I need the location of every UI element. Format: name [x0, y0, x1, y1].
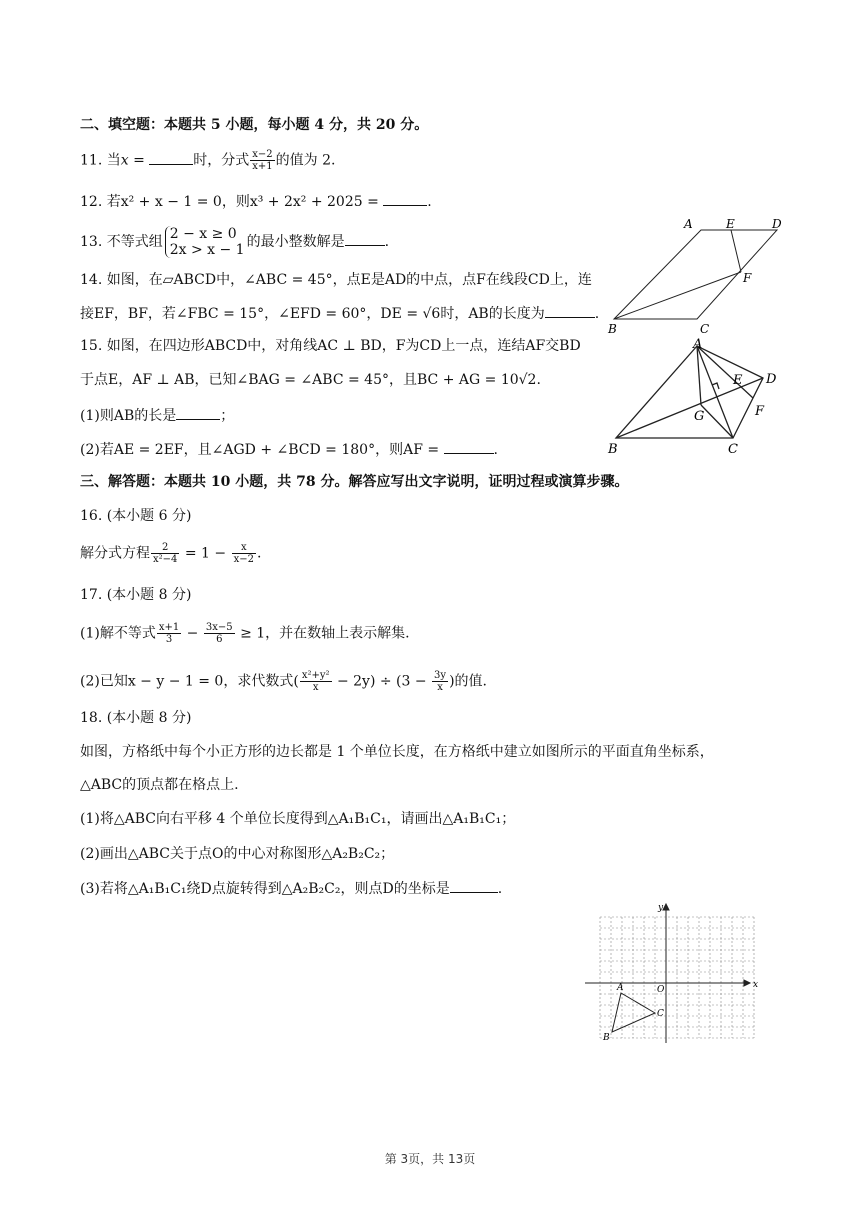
label-c: C [700, 322, 710, 336]
fraction: $\frac{\text{x²+y²}}{x}$ [301, 670, 330, 693]
answer-blank-12[interactable] [383, 191, 427, 206]
question-15-part-2: (2)若AE = 2EF，且∠AGD + ∠BCD = 180°，则AF = . [80, 439, 498, 460]
label-b: B [608, 442, 618, 457]
quadrilateral-abcd [616, 346, 763, 438]
label-a: A [693, 337, 703, 352]
question-16-header: 16. (本小题 6 分) [80, 508, 192, 524]
segment-af [697, 346, 753, 398]
answer-blank-15-2[interactable] [444, 439, 494, 454]
question-15-line-2: 于点E，AF ⊥ AB，已知∠BAG = ∠ABC = 45°，且BC + AG = 10√2. [80, 372, 541, 388]
label-y: y [658, 903, 664, 913]
answer-blank-13[interactable] [345, 231, 385, 246]
question-14-line-1: 14. 如图，在▱ABCD中，∠ABC = 45°，点E是AD的中点，点F在线段CD上，连 [80, 272, 592, 288]
answer-blank-14[interactable] [545, 303, 595, 318]
question-11: 11. 当x = 时，分式 $\frac{x-2}{x+1}$ 的值为 2. [80, 149, 336, 172]
fraction: $\frac{2}{\text{x²−4}}$ [153, 542, 178, 565]
question-18-line-2: △ABC的顶点都在格点上. [80, 777, 239, 793]
question-18-part-3: (3)若将△A₁B₁C₁绕D点旋转得到△A₂B₂C₂，则点D的坐标是 . [80, 878, 502, 899]
label-g: G [694, 409, 705, 424]
fraction: $\frac{3y}{x}$ [434, 670, 447, 693]
answer-blank-15-1[interactable] [176, 405, 220, 420]
question-13: 13. 不等式组 2 − x ≥ 0 2x > x − 1 的最小整数解是 . [80, 226, 390, 258]
inequality-system: 2 − x ≥ 0 2x > x − 1 [165, 226, 245, 258]
question-14-line-2: 接EF，BF，若∠FBC = 15°，∠EFD = 60°，DE = √6时，AB的长度为 . [80, 303, 599, 324]
fraction: $\frac{x}{x-2}$ [233, 542, 254, 565]
grid-lines [600, 917, 754, 1038]
question-17-header: 17. (本小题 8 分) [80, 587, 192, 603]
figure-q15-quadrilateral [600, 336, 790, 461]
question-18-part-2: (2)画出△ABC关于点O的中心对称图形△A₂B₂C₂； [80, 846, 395, 862]
fraction: $\frac{x+1}{3}$ [158, 622, 180, 645]
question-16-body: 解分式方程 $\frac{2}{\text{x²−4}}$ = 1 − $\frac{x}{x-2}$ . [80, 542, 262, 565]
fraction: $\frac{3x-5}{6}$ [205, 622, 233, 645]
page-footer: 第 3页，共 13页 [384, 1152, 476, 1166]
label-e: E [726, 217, 735, 231]
label-x: x [753, 980, 759, 990]
label-d: D [772, 217, 782, 231]
segment-bf [614, 272, 741, 319]
segment-gc [701, 405, 733, 438]
label-d: D [766, 372, 777, 387]
segment-ef [731, 230, 741, 272]
label-a: A [617, 983, 624, 993]
question-15-line-1: 15. 如图，在四边形ABCD中，对角线AC ⊥ BD，F为CD上一点，连结AF交BD [80, 338, 581, 354]
question-15-part-1: (1)则AB的长是 ； [80, 405, 234, 426]
y-axis-arrow [663, 904, 669, 910]
label-a: A [684, 217, 693, 231]
question-12: 12. 若x² + x − 1 = 0，则x³ + 2x² + 2025 = . [80, 191, 432, 212]
fraction: $\frac{x-2}{x+1}$ [252, 149, 273, 172]
label-f: F [755, 404, 765, 419]
parallelogram-abcd [614, 230, 777, 319]
section-3-title: 三、解答题：本题共 10 小题，共 78 分。解答应写出文字说明，证明过程或演算步骤。 [80, 474, 629, 490]
triangle-abc [612, 993, 655, 1032]
question-18-line-1: 如图，方格纸中每个小正方形的边长都是 1 个单位长度，在方格纸中建立如图所示的平面直角坐标系， [80, 744, 714, 760]
x-axis-arrow [744, 980, 750, 986]
answer-blank-18-3[interactable] [450, 878, 498, 893]
figure-q18-coordinate-grid [585, 900, 760, 1050]
answer-blank-11[interactable] [149, 150, 193, 165]
label-c: C [728, 442, 738, 457]
section-2-title: 二、填空题：本题共 5 小题，每小题 4 分，共 20 分。 [80, 117, 429, 133]
label-c: C [657, 1009, 664, 1019]
question-17-part-2: (2)已知x − y − 1 = 0，求代数式( $\frac{\text{x²+y²}}{x}$ − 2y) ÷ (3 − $\frac{3y}{x}$ )的值. [80, 670, 487, 693]
label-b: B [603, 1033, 610, 1043]
label-b: B [608, 322, 617, 336]
label-f: F [743, 271, 752, 285]
label-o: O [657, 985, 665, 995]
question-18-part-1: (1)将△ABC向右平移 4 个单位长度得到△A₁B₁C₁，请画出△A₁B₁C₁； [80, 811, 516, 827]
question-18-header: 18. (本小题 8 分) [80, 710, 192, 726]
figure-q14-parallelogram [600, 212, 800, 337]
question-17-part-1: (1)解不等式 $\frac{x+1}{3}$ − $\frac{3x-5}{6}$ ≥ 1，并在数轴上表示解集. [80, 622, 410, 645]
label-e: E [733, 373, 743, 388]
